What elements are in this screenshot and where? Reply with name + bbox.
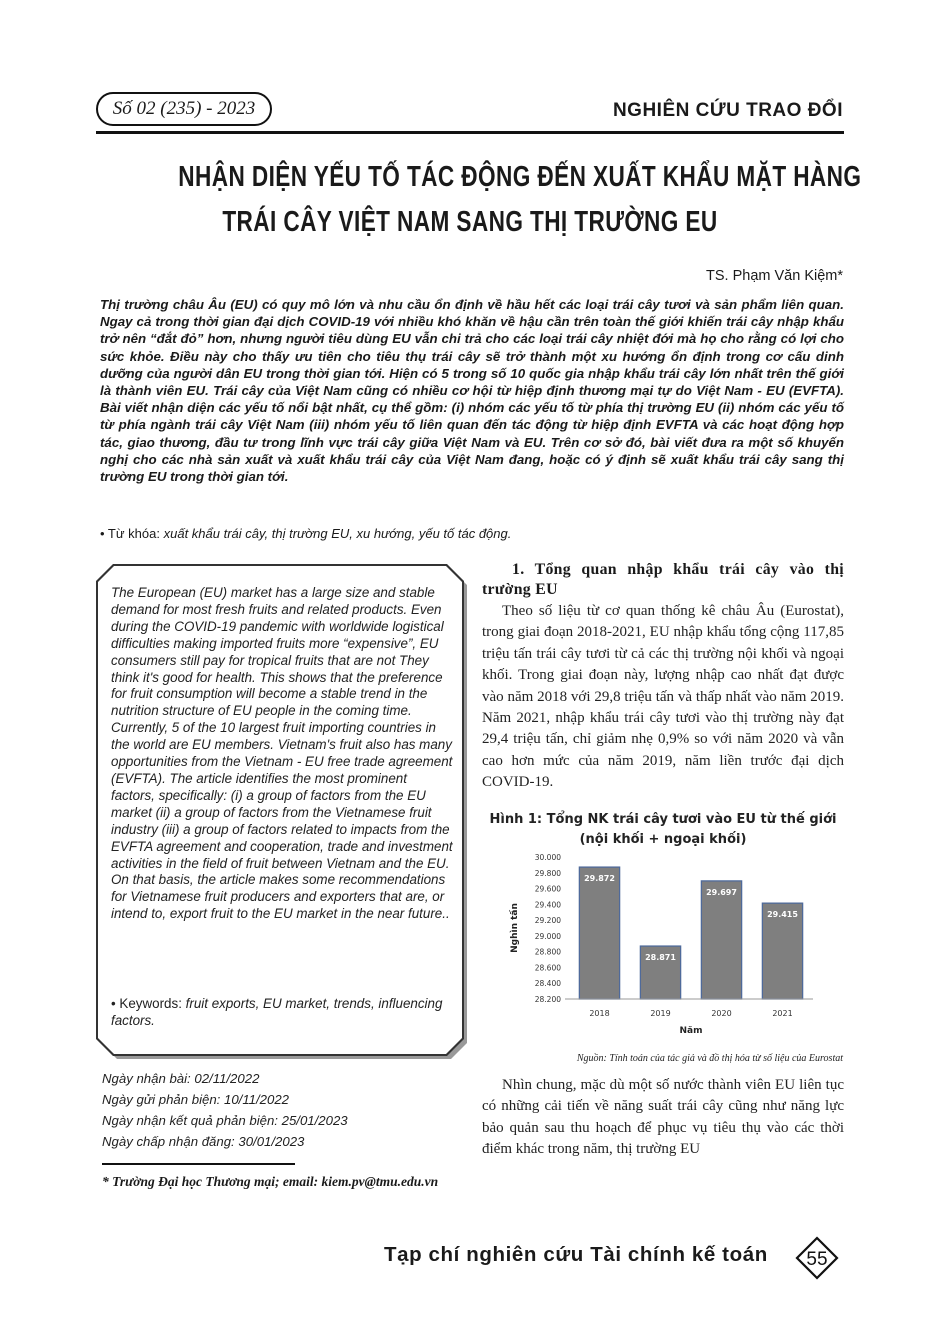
y-tick-label: 28.400 bbox=[534, 979, 561, 989]
bar-value-label: 29.415 bbox=[767, 910, 798, 920]
abstract-english: The European (EU) market has a large size and stable demand for most fresh fruits and related products. Even during the COVID-19 pandemic with worldwide logistical difficulties making imported fruits more “expensive”, EU consumers still pay for tropical fruits that are not They think it's good for health. This shows that the preference for fruit consumption will become a stable trend in the nutrition structure of EU people in the coming time. Currently, 5 of the 10 largest fruit importing countries in the world are EU members. Vietnam's fruit also has many opportunities from the Vietnam - EU free trade agreement (EVFTA). The article identifies the most prominent factors, specifically: (i) a group of factors from the EU market (ii) a group of factors from the Vietnamese fruit industry (iii) a group of factors related to impacts from the EVFTA agreement and cooperation, trade and investment activities in the field of fruit between Vietnam and the EU. On that basis, the article makes some recommendations for Vietnamese fruit producers and exporters that are, or intend to, export fruit to the EU market in the near future.. bbox=[111, 585, 453, 922]
bar-2020 bbox=[701, 881, 741, 999]
author: TS. Phạm Văn Kiệm* bbox=[706, 268, 843, 284]
y-tick-label: 28.200 bbox=[534, 995, 561, 1004]
bar-value-label: 28.871 bbox=[645, 953, 676, 963]
x-tick-label: 2019 bbox=[650, 1009, 671, 1018]
x-axis-label: Năm bbox=[679, 1026, 703, 1036]
figure-source: Nguồn: Tính toán của tác giả và đồ thị hóa từ số liệu của Eurostat bbox=[576, 1053, 843, 1064]
y-tick-label: 29.800 bbox=[534, 868, 561, 878]
x-tick-label: 2018 bbox=[589, 1009, 610, 1018]
bar-chart bbox=[505, 850, 835, 1040]
article-title bbox=[178, 155, 862, 245]
bar-value-label: 29.872 bbox=[584, 874, 615, 884]
y-tick-label: 29.400 bbox=[534, 900, 561, 910]
page-number-badge bbox=[795, 1236, 839, 1280]
figure-title-line-2: (nội khối + ngoại khối) bbox=[579, 832, 747, 847]
date-accepted: Ngày chấp nhận đăng: 30/01/2023 bbox=[102, 1134, 305, 1149]
y-axis-label: Nghìn tấn bbox=[510, 903, 520, 953]
keywords-vietnamese bbox=[100, 526, 511, 541]
keywords-english bbox=[111, 996, 453, 1030]
title-line-1: NHẬN DIỆN YẾU TỐ TÁC ĐỘNG ĐẾN XUẤT KHẨU MẶT HÀNG bbox=[178, 161, 862, 193]
issue-badge: Số 02 (235) - 2023 bbox=[96, 92, 272, 126]
date-sent-review: Ngày gửi phản biện: 10/11/2022 bbox=[102, 1092, 290, 1107]
keywords-en-label: • Keywords: bbox=[111, 996, 186, 1011]
page-number: 55 bbox=[806, 1249, 828, 1270]
journal-name: Tạp chí nghiên cứu Tài chính kế toán bbox=[384, 1243, 768, 1266]
y-tick-label: 28.800 bbox=[534, 947, 561, 957]
y-tick-label: 29.000 bbox=[534, 931, 561, 941]
figure-title bbox=[482, 810, 844, 850]
keywords-en-values: fruit exports, EU market, trends, influencing factors. bbox=[111, 996, 443, 1028]
figure-title-line-1: Hình 1: Tổng NK trái cây tươi vào EU từ thế giới bbox=[489, 812, 837, 827]
header-divider bbox=[96, 131, 844, 134]
x-tick-label: 2021 bbox=[772, 1009, 793, 1018]
bar-value-label: 29.697 bbox=[706, 887, 737, 897]
keywords-vi-label: • Từ khóa: bbox=[100, 526, 164, 541]
y-tick-label: 29.200 bbox=[534, 916, 561, 926]
body-paragraph-1: Theo số liệu từ cơ quan thống kê châu Âu (Eurostat), trong giai đoạn 2018-2021, EU nhập khẩu tổng cộng 117,85 triệu tấn trái cây tươi từ cả các thị trường nội khối và ngoại khối. Trong giai đoạn này, lượng nhập cao nhất đạt được vào năm 2018 với 29,8 triệu tấn và thấp nhất vào năm 2019. Năm 2021, nhập khẩu trái cây tươi vào thị trường này đạt 29,4 triệu tấn, chỉ giảm nhẹ 0,9% so với năm 2020 và vẫn cao hơn mức của năm 2019, năm liền trước đại dịch COVID-19. bbox=[482, 603, 844, 791]
submission-dates bbox=[102, 1068, 348, 1152]
body-paragraph-2: Nhìn chung, mặc dù một số nước thành viên EU liên tục có những cải tiến về năng suất trái cây cũng như năng lực bảo quản sau thu hoạch để phục vụ tiêu thụ vào các thời điểm khác trong năm, thị trường EU bbox=[482, 1077, 844, 1158]
date-review-result: Ngày nhận kết quả phản biện: 25/01/2023 bbox=[102, 1113, 348, 1128]
y-tick-label: 29.600 bbox=[534, 884, 561, 894]
section-heading: 1. Tổng quan nhập khẩu trái cây vào thị trường EU bbox=[482, 561, 844, 598]
y-tick-label: 30.000 bbox=[534, 853, 561, 862]
section-label: NGHIÊN CỨU TRAO ĐỔI bbox=[612, 100, 843, 121]
date-received: Ngày nhận bài: 02/11/2022 bbox=[102, 1071, 260, 1086]
x-tick-label: 2020 bbox=[711, 1009, 732, 1018]
footnote-divider bbox=[102, 1163, 295, 1165]
y-tick-label: 28.600 bbox=[534, 963, 561, 973]
keywords-vi-values: xuất khẩu trái cây, thị trường EU, xu hướng, yếu tố tác động. bbox=[163, 526, 512, 541]
abstract-vietnamese: Thị trường châu Âu (EU) có quy mô lớn và nhu cầu ổn định về hầu hết các loại trái cây tươi và sản phẩm liên quan. Ngay cả trong thời gian đại dịch COVID-19 với nhiều khó khăn về hậu cần trên toàn thế giới khiến trái cây nhập khẩu trở nên “đắt đỏ” hơn, nhưng người tiêu dùng EU vẫn chi trả cho các loại trái cây nhiệt đới mà họ cho rằng có lợi cho sức khỏe. Điều này cho thấy ưu tiên cho tiêu thụ trái cây sẽ trở thành một xu hướng ổn định trong cơ cấu dinh dưỡng của người dân EU trong thời gian tới. Hiện có 5 trong số 10 quốc gia nhập khẩu trái cây lớn nhất trên thế giới là thành viên EU. Trái cây của Việt Nam cũng có nhiều cơ hội từ hiệp định thương mại tự do Việt Nam - EU (EVFTA). Bài viết nhận diện các yếu tố nổi bật nhất, cụ thể gồm: (i) nhóm các yếu tố từ phía thị trường EU (ii) nhóm các yếu tố từ phía ngành trái cây Việt Nam (iii) nhóm yếu tố liên quan đến tác động từ hiệp định EVFTA và các hoạt động hợp tác, giao thương, đầu tư trong lĩnh vực trái cây giữa Việt Nam và EU. Trên cơ sở đó, bài viết đưa ra một số khuyến nghị cho các nhà sản xuất và xuất khẩu trái cây của Việt Nam đang, hoặc có ý định sẽ xuất khẩu trái cây sang thị trường EU trong thời gian tới. bbox=[100, 297, 844, 485]
author-footnote: * Trường Đại học Thương mại; email: kiem.pv@tmu.edu.vn bbox=[102, 1174, 439, 1189]
title-line-2: TRÁI CÂY VIỆT NAM SANG THỊ TRƯỜNG EU bbox=[222, 206, 718, 238]
diamond-icon bbox=[795, 1236, 839, 1280]
bar-2018 bbox=[579, 867, 619, 999]
